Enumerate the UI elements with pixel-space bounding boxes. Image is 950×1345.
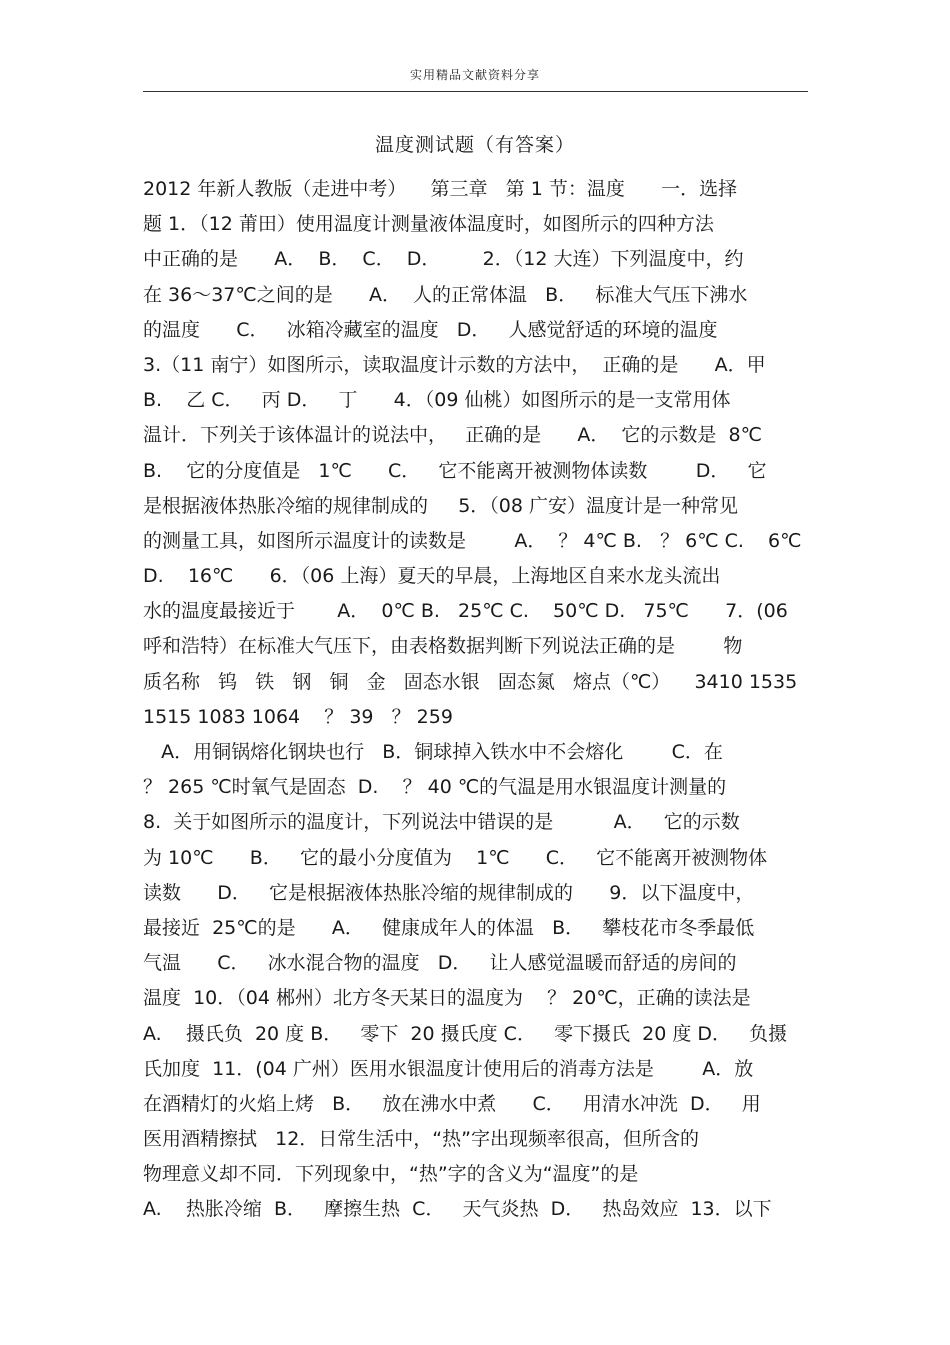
text-line: 中正确的是 A． B． C． D． 2．（12 大连）下列温度中，约: [143, 248, 744, 271]
text-line: 质名称 钨 铁 钢 铜 金 固态水银 固态氮 熔点（℃） 3410 1535: [143, 670, 798, 693]
text-line: 1515 1083 1064 ？ 39 ？ 259: [143, 705, 453, 728]
text-line: 温计．下列关于该体温计的说法中， 正确的是 A． 它的示数是 8℃: [143, 424, 762, 447]
text-line: 水的温度最接近于 A． 0℃ B. 25℃ C. 50℃ D. 75℃ 7．(06: [143, 600, 788, 623]
text-line: A. 热胀冷缩 B． 摩擦生热 C． 天气炎热 D． 热岛效应 13．以下: [143, 1198, 772, 1221]
text-line: A．用铜锅熔化钢块也行 B．铜球掉入铁水中不会熔化 C．在: [143, 741, 723, 763]
document-body: [143, 172, 843, 1228]
text-line: A. 摄氏负 20 度 B． 零下 20 摄氏度 C． 零下摄氏 20 度 D． 负摄: [143, 1022, 788, 1045]
text-line: 温度 10．（04 郴州）北方冬天某日的温度为 ？ 20℃，正确的读法是: [143, 987, 751, 1010]
text-line: 3.（11 南宁）如图所示，读取温度计示数的方法中， 正确的是 A．甲: [143, 353, 766, 376]
text-line: 在酒精灯的火焰上烤 B． 放在沸水中煮 C． 用清水冲洗 D． 用: [143, 1092, 761, 1115]
text-line: B. 乙 C． 丙 D． 丁 4．（09 仙桃）如图所示的是一支常用体: [143, 389, 731, 412]
text-line: 呼和浩特）在标准大气压下，由表格数据判断下列说法正确的是 物: [143, 635, 743, 658]
text-line: ？ 265 ℃时氧气是固态 D. ？ 40 ℃的气温是用水银温度计测量的: [143, 776, 727, 799]
text-line: D. 16℃ 6．（06 上海）夏天的早晨，上海地区自来水龙头流出: [143, 565, 721, 588]
text-line: 最接近 25℃的是 A． 健康成年人的体温 B． 攀枝花市冬季最低: [143, 916, 755, 939]
header-divider: [143, 91, 808, 92]
text-line: 为 10℃ B． 它的最小分度值为 1℃ C． 它不能离开被测物体: [143, 846, 768, 869]
page-header: 实用精品文献资料分享: [409, 68, 540, 82]
text-line: 2012 年新人教版（走进中考） 第三章 第 1 节：温度 一．选择: [143, 178, 738, 200]
text-line: B. 它的分度值是 1℃ C． 它不能离开被测物体读数 D． 它: [143, 459, 767, 482]
text-line: 氏加度 11．(04 广州）医用水银温度计使用后的消毒方法是 A．放: [143, 1057, 754, 1080]
text-line: 气温 C． 冰水混合物的温度 D． 让人感觉温暖而舒适的房间的: [143, 952, 737, 975]
text-line: 的温度 C． 冰箱冷藏室的温度 D． 人感觉舒适的环境的温度: [143, 318, 718, 341]
text-line: 读数 D． 它是根据液体热胀冷缩的规律制成的 9．以下温度中，: [143, 881, 755, 904]
text-line: 物理意义却不同．下列现象中，“热”字的含义为“温度”的是: [143, 1163, 639, 1186]
text-line: 在 36～37℃之间的是 A． 人的正常体温 B． 标准大气压下沸水: [143, 283, 748, 306]
text-line: 是根据液体热胀冷缩的规律制成的 5．（08 广安）温度计是一种常见: [143, 494, 739, 517]
document-title: 温度测试题（有答案）: [374, 134, 575, 156]
text-line: 题 1．（12 莆田）使用温度计测量液体温度时，如图所示的四种方法: [143, 213, 714, 236]
text-line: 的测量工具，如图所示温度计的读数是 A． ？ 4℃ B. ？ 6℃ C. 6℃: [143, 529, 802, 552]
text-line: 医用酒精擦拭 12．日常生活中，“热”字出现频率很高，但所含的: [143, 1128, 699, 1151]
text-line: 8. 关于如图所示的温度计，下列说法中错误的是 A． 它的示数: [143, 811, 740, 834]
